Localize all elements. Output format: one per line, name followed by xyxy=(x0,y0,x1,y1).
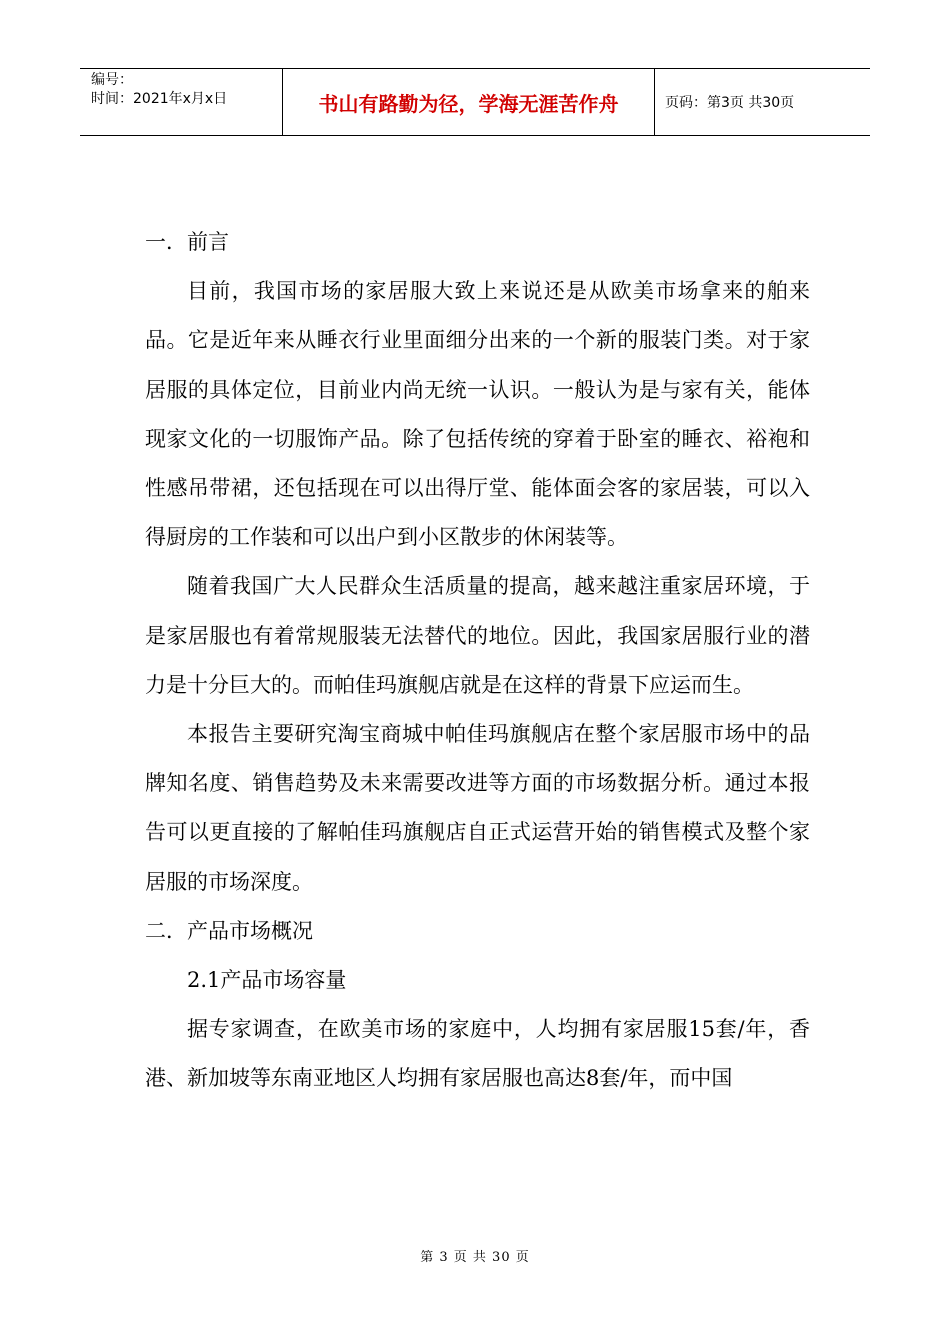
section-title-preface: 一．前言 xyxy=(145,230,229,254)
header-meta xyxy=(80,69,283,135)
header-page-info: 页码：第3页 共30页 xyxy=(665,95,795,111)
section-title-market-overview: 二．产品市场概况 xyxy=(145,918,313,943)
document-body xyxy=(145,218,810,1104)
header-date-label: 时间：2021年x月x日 xyxy=(91,91,228,107)
header-motto: 书山有路勤为径，学海无涯苦作舟 xyxy=(283,69,655,135)
header-number-label: 编号： xyxy=(91,72,133,88)
paragraph-2: 随着我国广大人民群众生活质量的提高，越来越注重家居环境，于是家居服也有着常规服装无法替代的地位。因此，我国家居服行业的潜力是十分巨大的。而帕佳玛旗舰店就是在这样的背景下应运而生。 xyxy=(145,574,810,697)
page-header xyxy=(80,68,870,136)
paragraph-3: 本报告主要研究淘宝商城中帕佳玛旗舰店在整个家居服市场中的品牌知名度、销售趋势及未来需要改进等方面的市场数据分析。通过本报告可以更直接的了解帕佳玛旗舰店自正式运营开始的销售模式及整个家居服的市场深度。 xyxy=(145,722,810,894)
paragraph-4: 据专家调查，在欧美市场的家庭中，人均拥有家居服15套/年，香港、新加坡等东南亚地区人均拥有家居服也高达8套/年，而中国 xyxy=(145,1017,810,1091)
paragraph-1: 目前，我国市场的家居服大致上来说还是从欧美市场拿来的舶来品。它是近年来从睡衣行业里面细分出来的一个新的服装门类。对于家居服的具体定位，目前业内尚无统一认识。一般认为是与家有关，能体现家文化的一切服饰产品。除了包括传统的穿着于卧室的睡衣、裕袍和性感吊带裙，还包括现在可以出得厅堂、能体面会客的家居装，可以入得厨房的工作装和可以出户到小区散步的休闲装等。 xyxy=(145,279,810,550)
page-footer: 第 3 页 共 30 页 xyxy=(420,1250,530,1265)
subsection-title-market-capacity: 2.1产品市场容量 xyxy=(187,968,347,993)
